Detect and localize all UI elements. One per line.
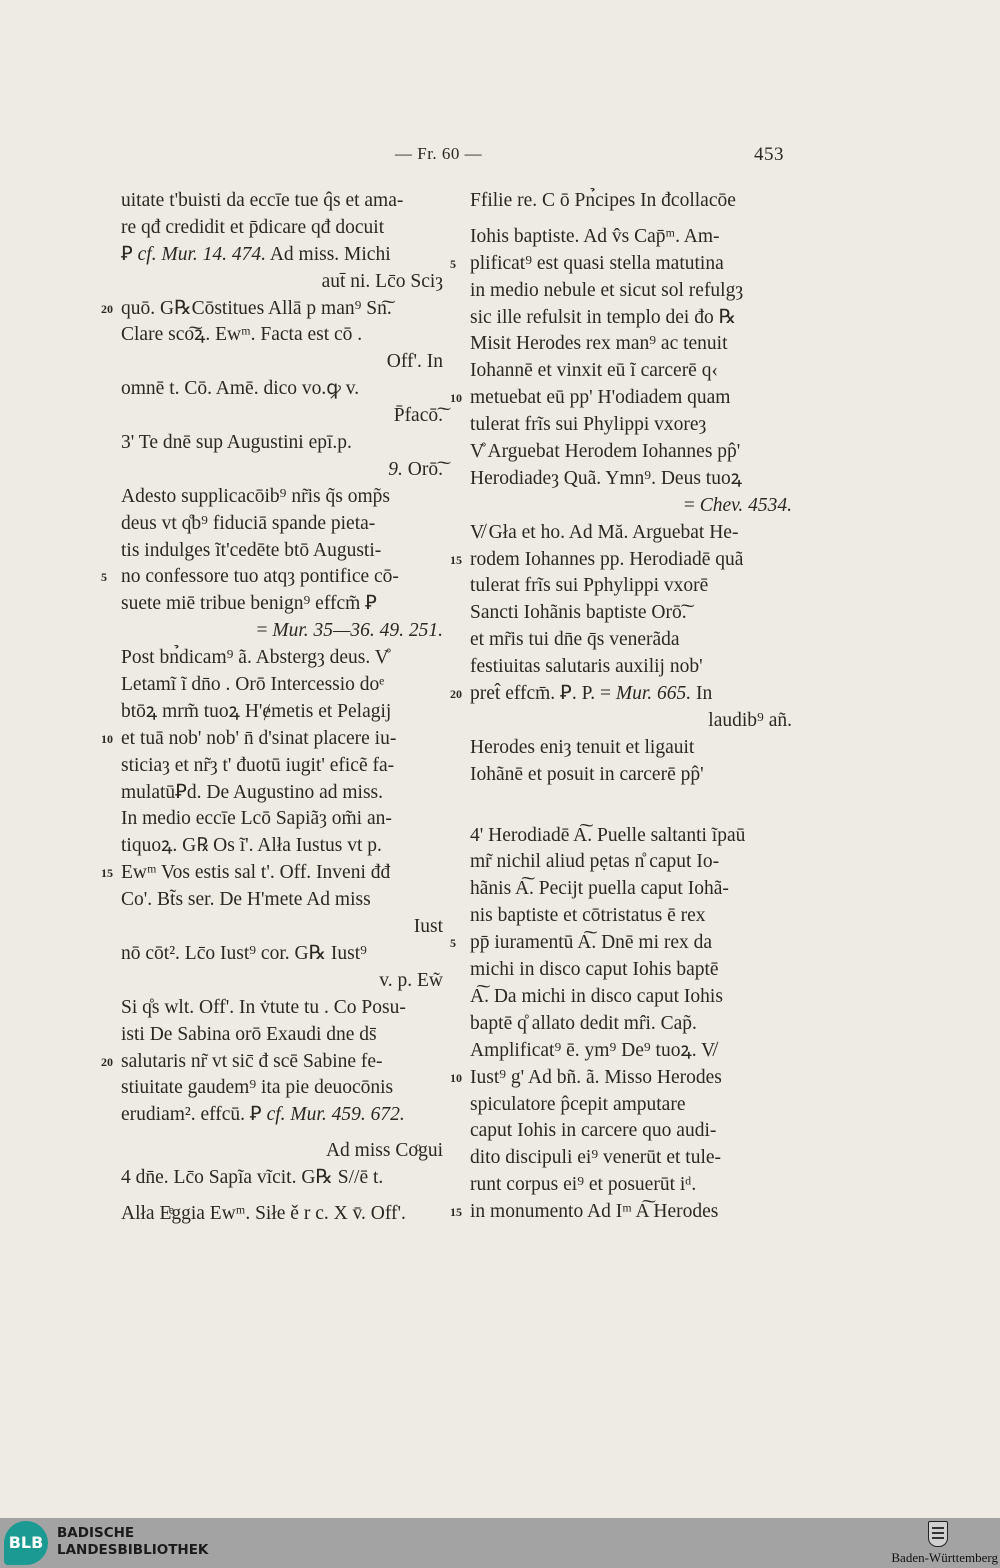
line-text: stiuitate gaudem⁹ ita pie deuocōnis (121, 1077, 394, 1099)
text-line (470, 903, 792, 930)
line-number: 15 (450, 552, 462, 567)
footer-bar (0, 1518, 1000, 1568)
page-number: 453 (754, 144, 784, 165)
line-text: erudiam². effcū. Ꝑ (121, 1104, 267, 1126)
line-number: 20 (450, 687, 462, 702)
text-line (121, 1022, 443, 1049)
citation-text: Chev. 4534. (699, 494, 792, 516)
line-text: A͠. Da michi in disco caput Iohis (470, 985, 723, 1007)
citation-text: cf. Mur. 459. 672. (266, 1104, 405, 1126)
text-line (121, 457, 443, 484)
text-line (470, 278, 792, 305)
text-line (470, 224, 792, 251)
line-text: pp̄ iuramentū A͠. Dnē mi rex da (470, 932, 713, 954)
text-line (121, 349, 443, 376)
line-text: Post bn̉dicam⁹ ã. Abstergȝ deus. V̊ (121, 647, 389, 669)
text-line (121, 538, 443, 565)
line-text: Letamĩ ĩ dn̄o . Orō Intercessio doᵉ (121, 674, 385, 696)
library-name[interactable] (57, 1525, 208, 1559)
text-line (121, 753, 443, 780)
line-text: spiculatore p̂cepit amputare (470, 1093, 686, 1115)
text-line (121, 403, 443, 430)
text-line (121, 376, 443, 403)
line-text: Alła Eͤggia Ewᵐ. Siłe ě r c. X v̄. Off'. (121, 1202, 406, 1224)
line-text: Ewᵐ Vos estis sal t'. Off. Inveni đđ (121, 862, 391, 884)
line-text: = (256, 620, 273, 642)
line-text: 4 dn̄e. Lc̄o Sapĩa vĩcit. G℞ S//ē t. (121, 1167, 384, 1189)
line-text: 4' Herodiadē A͠. Puelle saltanti ĩpaū (470, 824, 746, 846)
line-text: rodem Iohannes pp. Herodiadē quã (470, 548, 744, 570)
text-line (470, 188, 792, 215)
line-number: 5 (450, 256, 456, 271)
text-line (121, 511, 443, 538)
library-name-line1: BADISCHE (57, 1525, 135, 1541)
text-line (121, 322, 443, 349)
text-line (121, 995, 443, 1022)
text-line (121, 645, 443, 672)
line-number: 10 (450, 1070, 462, 1085)
line-text: in monumento Ad Iᵐ A͠ Herodes (470, 1201, 719, 1223)
line-text: omnē t. Cō. Amē. dico vo.ꝙ v. (121, 378, 360, 400)
text-line (121, 215, 443, 242)
line-text: Off'. In (386, 351, 443, 373)
line-text: Ffilie re. C ō Pn̉cipes In đcollacōe (470, 190, 736, 211)
state-label: Baden-Württemberg (891, 1550, 998, 1565)
line-text: runt corpus ei⁹ et posuerūt iᵈ. (470, 1174, 697, 1196)
blb-logo-icon[interactable]: BLB (4, 1521, 48, 1565)
line-text: V̸ Głа et ho. Ad Mă. Arguebat He- (470, 521, 739, 543)
line-text: nis baptiste et cōtristatus ē rex (470, 905, 706, 927)
text-line (121, 914, 443, 941)
line-text: Sancti Iohãnis baptiste Orō͠. (470, 602, 687, 624)
line-text: Iust (413, 916, 443, 938)
text-line (470, 627, 792, 654)
line-text: et mr̃is tui dn̄e q̄s venerãda (470, 629, 680, 651)
line-text: Herodiadeȝ Quã. Ymn⁹. Deus tuoꝝ (470, 467, 742, 489)
line-number: 15 (450, 1205, 462, 1220)
text-line (450, 1199, 792, 1226)
text-line (470, 305, 792, 332)
text-line (121, 1075, 443, 1102)
text-line (121, 672, 443, 699)
text-line (121, 1201, 443, 1228)
text-line (470, 493, 792, 520)
text-line (470, 1038, 792, 1065)
line-text: sic ille refulsit in templo dei đo ℞ (470, 306, 737, 328)
line-text: Ad miss Coͦgui (325, 1140, 443, 1162)
line-text: tiquoꝝ. G℞ Os ĩ'. Alła Iustus vt p. (121, 835, 382, 857)
text-line (121, 887, 443, 914)
text-line (121, 1102, 443, 1129)
line-text: In (691, 683, 713, 705)
line-text: btōꝝ mrm̃ tuoꝝ H'ɇmetis et Pelagij (121, 700, 392, 722)
line-text: no confessore tuo atqȝ pontifice cō- (121, 566, 399, 588)
line-text: P̄facō͠. (393, 405, 443, 427)
line-text: plificat⁹ est quasi stella matutina (470, 252, 724, 274)
line-text: uitate t'buisti da eccīe tue q̂s et ama- (121, 190, 404, 211)
line-text: festiuitas salutaris auxilij nob' (470, 656, 703, 678)
line-text: dito discipuli ei⁹ venerūt et tule- (470, 1147, 722, 1169)
text-line (470, 823, 792, 850)
line-text: laudib⁹ añ. (708, 709, 792, 731)
line-text: hãnis A͠. Pecijt puella caput Iohã- (470, 878, 729, 900)
text-line (470, 1172, 792, 1199)
text-line (470, 358, 792, 385)
text-line (470, 1118, 792, 1145)
citation-text: Mur. 35—36. 49. 251. (272, 620, 443, 642)
text-line (121, 430, 443, 457)
text-line (121, 591, 443, 618)
citation-text: Mur. 665. (615, 683, 692, 705)
text-line (470, 1092, 792, 1119)
right-text-column (450, 188, 792, 1226)
text-line (470, 520, 792, 547)
text-line (470, 957, 792, 984)
running-header: — Fr. 60 — (395, 144, 483, 163)
line-text: Adesto supplicacōib⁹ nr̃is q̃s omp̃s (121, 485, 390, 507)
text-line (121, 968, 443, 995)
text-line (101, 296, 443, 323)
line-text: Clare sco͠ꝝ. Ewᵐ. Facta est cō . (121, 324, 363, 346)
coat-of-arms-icon (928, 1521, 948, 1547)
line-text: salutaris nr̃ vt sic̄ đ scē Sabine fe- (121, 1050, 383, 1072)
text-line (470, 1011, 792, 1038)
text-line (450, 547, 792, 574)
line-text: v. p. Ew̃ (379, 969, 443, 991)
line-text: deus vt q̊b⁹ fiduciā spande pieta- (121, 512, 376, 534)
line-text: Co'. Bt̃s ser. De H'mete Ad miss (121, 889, 371, 911)
citation-text: 9. (388, 458, 403, 480)
line-text: In medio eccīe Lcō Sapiãȝ om̃i an- (121, 808, 392, 830)
text-line (450, 1065, 792, 1092)
text-line (121, 242, 443, 269)
text-line (470, 1145, 792, 1172)
line-text: michi in disco caput Iohis baptē (470, 959, 719, 981)
line-text: Orō͠. (402, 458, 443, 480)
text-line (470, 762, 792, 789)
text-line (121, 941, 443, 968)
line-text: = (683, 494, 700, 516)
text-line (101, 860, 443, 887)
text-line (470, 439, 792, 466)
line-text: Ꝑ (121, 243, 138, 265)
line-text: Iohannē et vinxit eū ĩ carcerē q‹ (470, 360, 718, 382)
text-line (470, 412, 792, 439)
line-number: 5 (101, 570, 107, 585)
line-text: nō cōt². Lc̄o Iust⁹ cor. G℞ Iust⁹ (121, 942, 367, 964)
text-line (101, 726, 443, 753)
text-line (121, 618, 443, 645)
text-line (121, 806, 443, 833)
text-line (121, 699, 443, 726)
text-line (450, 251, 792, 278)
line-text: metuebat eū pp' H'odiadem quam (470, 387, 731, 409)
line-text: tulerat frĩs sui Phylippi vxoreȝ (470, 414, 707, 436)
text-line (470, 600, 792, 627)
line-text: sticiaȝ et nr̃ȝ t' đuotū iugit' eficẽ fa- (121, 754, 395, 776)
line-text: mr̃ nichil aliud pẹtas n̊ caput Io- (470, 851, 720, 873)
text-line (121, 833, 443, 860)
line-text: Amplificat⁹ ē. ym⁹ De⁹ tuoꝝ. V̸ (470, 1039, 716, 1061)
text-line (121, 1138, 443, 1165)
line-text: mulatūꝐd. De Augustino ad miss. (121, 781, 384, 803)
text-line (470, 876, 792, 903)
line-text: Iust⁹ g' Ad bñ. ã. Misso Herodes (470, 1066, 722, 1088)
line-text: suete miē tribue benign⁹ effcm̃ Ꝑ (121, 593, 377, 615)
line-text: Si q̊s wlt. Off'. In v̇tute tu . Co Posu- (121, 996, 406, 1018)
text-line (470, 331, 792, 358)
line-text: aut̄ ni. Lc̄o Sciȝ (321, 270, 443, 292)
text-line (470, 849, 792, 876)
text-line (470, 466, 792, 493)
text-line (450, 681, 792, 708)
line-text: caput Iohis in carcere quo audi- (470, 1120, 717, 1142)
line-text: Misit Herodes rex man⁹ ac tenuit (470, 333, 728, 355)
line-text: 3' Te dnē sup Augustini epī.p. (121, 432, 352, 454)
text-line (121, 484, 443, 511)
citation-text: cf. Mur. 14. 474. (137, 243, 267, 265)
line-text: Iohis baptiste. Ad v̂s Cap̄ᵐ. Am- (470, 225, 720, 247)
line-text: V̊ Arguebat Herodem Iohannes pp̂' (470, 441, 741, 463)
line-number: 15 (101, 866, 113, 881)
text-line (450, 930, 792, 957)
line-text: et tuā nob' nob' n̄ d'sinat placere iu- (121, 727, 397, 749)
line-text: baptē q̊ allato dedit mr̂i. Cap̃. (470, 1012, 697, 1034)
text-line (470, 654, 792, 681)
text-line (121, 188, 443, 215)
text-line (470, 708, 792, 735)
text-line (121, 1165, 443, 1192)
text-line (470, 984, 792, 1011)
line-text: Herodes eniȝ tenuit et ligauit (470, 736, 695, 758)
line-text: quō. G℞Cōstitues Allā p man⁹ Sn͠. (121, 297, 392, 319)
line-text: pret̂ effcm̄. Ꝑ. P. = (470, 683, 616, 705)
line-number: 5 (450, 936, 456, 951)
line-text: tis indulges ĩt'cedēte btō Augusti- (121, 539, 382, 561)
line-number: 20 (101, 1054, 113, 1069)
line-text: in medio nebule et sicut sol refulgȝ (470, 279, 744, 301)
text-line (121, 269, 443, 296)
line-number: 10 (101, 731, 113, 746)
text-line (470, 573, 792, 600)
left-text-column (101, 188, 443, 1228)
line-text: Ad miss. Michi (266, 243, 391, 265)
text-line (101, 1049, 443, 1076)
text-line (470, 735, 792, 762)
text-line (121, 780, 443, 807)
line-text: Iohãnē et posuit in carcerē pp̂' (470, 763, 704, 785)
library-name-line2: LANDESBIBLIOTHEK (57, 1542, 209, 1558)
line-text: re qđ credidit et p̄dicare qđ docuit (121, 216, 385, 238)
line-text: tulerat frĩs sui Pphylippi vxorē (470, 575, 709, 597)
text-line (101, 564, 443, 591)
line-number: 20 (101, 301, 113, 316)
line-number: 10 (450, 391, 462, 406)
text-line (450, 385, 792, 412)
line-text: isti De Sabina orō Exaudi dne ds̄ (121, 1023, 377, 1045)
